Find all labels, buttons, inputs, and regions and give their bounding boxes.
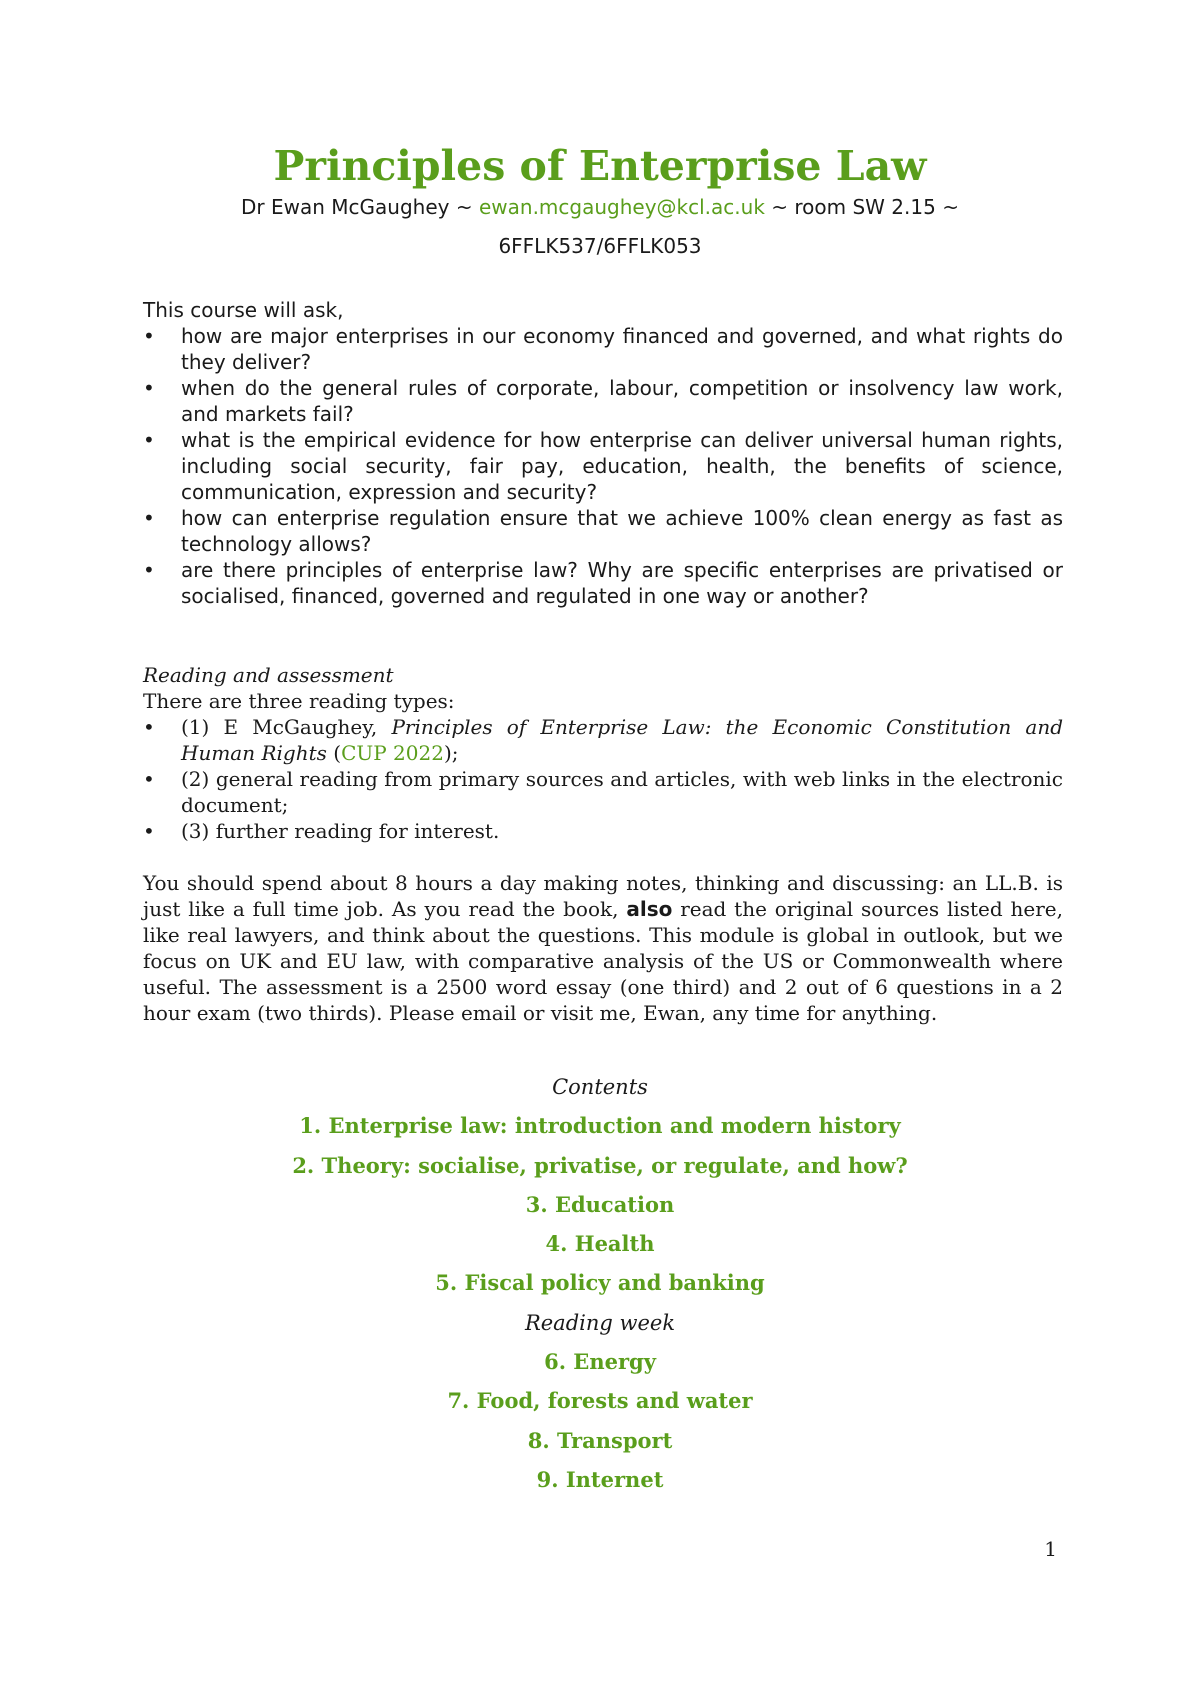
reading-lead: There are three reading types: [143, 689, 455, 713]
toc-entry[interactable]: 5. Fiscal policy and banking [435, 1270, 765, 1296]
list-item: • what is the empirical evidence for how enterprise can deliver universal human rights, including social security, fair pay, education, health, the benefits of science, communication, expression and security? [143, 428, 1063, 504]
bullet-icon: • [143, 819, 155, 843]
contents-heading: Contents [552, 1075, 648, 1099]
bullet-icon: • [143, 428, 155, 452]
toc-entry[interactable]: 3. Education [525, 1191, 675, 1217]
toc-entry[interactable]: 4. Health [545, 1231, 655, 1257]
page-title: Principles of Enterprise Law [273, 142, 927, 190]
question-list [143, 323, 1063, 609]
bullet-icon: • [143, 324, 155, 348]
author-suffix: ~ room SW 2.15 ~ [764, 195, 959, 219]
page-number: 1 [1044, 1537, 1057, 1561]
intro-lead: This course will ask, [143, 298, 344, 322]
list-item: • are there principles of enterprise law? Why are specific enterprises are privatised or socialised, financed, governed and regulated in one way or another? [143, 558, 1063, 608]
toc-entry[interactable]: 6. Energy [544, 1349, 656, 1375]
reading-section [143, 662, 1063, 844]
author-line [0, 194, 1200, 220]
advice-paragraph: You should spend about 8 hours a day making notes, thinking and discussing: an LL.B. is just like a full time job. As you read the book, also read the original sources listed here, like real lawyers, and think about the questions. This module is global in outlook, but we focus on UK and EU law, with comparative analysis of the US or Commonwealth where useful. The assessment is a 2500 word essay (one third) and 2 out of 6 questions in a 2 hour exam (two thirds). Please email or visit me, Ewan, any time for anything. [143, 871, 1063, 1025]
bullet-icon: • [143, 767, 155, 791]
list-item: • when do the general rules of corporate, labour, competition or insolvency law work, and markets fail? [143, 376, 1063, 426]
list-item: • (2) general reading from primary sources and articles, with web links in the electronic document; [143, 767, 1063, 817]
list-item: • (3) further reading for interest. [143, 819, 500, 843]
toc-entry[interactable]: 8. Transport [527, 1427, 673, 1453]
toc-entry[interactable]: 7. Food, forests and water [447, 1388, 753, 1414]
intro-section [143, 297, 1063, 609]
email-link[interactable]: ewan.mcgaughey@kcl.ac.uk [478, 195, 765, 219]
reading-week-label: Reading week [524, 1310, 676, 1335]
list-item: • (1) E McGaughey, Principles of Enterprise Law: the Economic Constitution and Human Rights (CUP 2022); [143, 715, 1064, 765]
reading-list [143, 714, 1063, 844]
bullet-icon: • [143, 558, 155, 582]
bullet-icon: • [143, 376, 155, 400]
reading-heading: Reading and assessment [143, 663, 394, 687]
toc-entry[interactable]: 9. Internet [536, 1466, 664, 1492]
toc-entry[interactable]: 1. Enterprise law: introduction and modern history [299, 1113, 901, 1139]
bullet-icon: • [143, 506, 155, 530]
list-item: • how are major enterprises in our economy financed and governed, and what rights do they deliver? [143, 324, 1063, 374]
list-item: • how can enterprise regulation ensure that we achieve 100% clean energy as fast as technology allows? [143, 506, 1063, 556]
cup-link[interactable]: CUP 2022 [341, 741, 444, 765]
book-title: Principles of Enterprise Law: the Economic Constitution and Human Rights [181, 715, 1064, 765]
contents-section [0, 1074, 1200, 1506]
also-emphasis: also [626, 897, 673, 921]
bullet-icon: • [143, 715, 155, 739]
toc-entry[interactable]: 2. Theory: socialise, privatise, or regulate, and how? [292, 1152, 908, 1178]
module-codes: 6FFLK537/6FFLK053 [498, 234, 702, 258]
author-prefix: Dr Ewan McGaughey ~ [241, 195, 479, 219]
